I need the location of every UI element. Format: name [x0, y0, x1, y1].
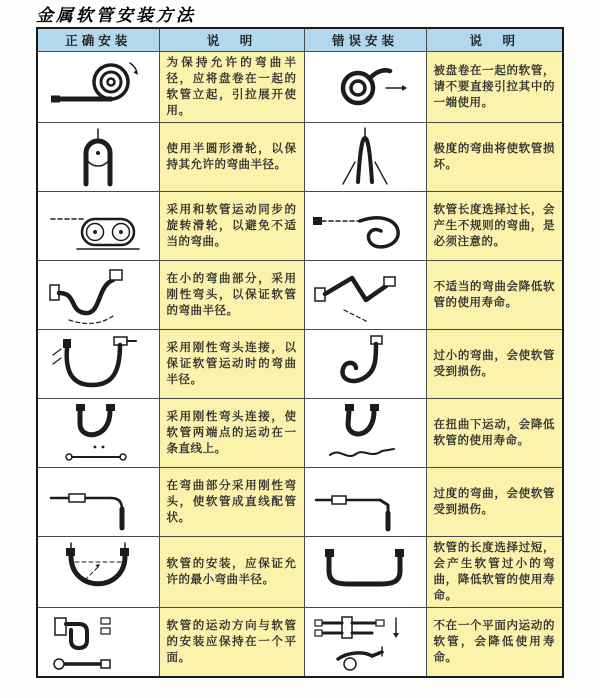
correct-image-cell — [37, 536, 159, 607]
correct-image-cell — [37, 191, 159, 260]
correct-image-cell — [37, 329, 159, 398]
header-description-2: 说 明 — [426, 28, 563, 51]
correct-description: 软管的安装，应保证允许的最小弯曲半径。 — [159, 536, 304, 607]
correct-description: 在弯曲部分采用刚性弯头，使软管成直线配管状。 — [159, 467, 304, 536]
rotating-pulleys-track-icon — [43, 195, 153, 257]
header-wrong-install: 错误安装 — [304, 28, 426, 51]
straight-run-rigid-elbow-icon — [43, 471, 153, 533]
wrong-description: 不在一个平面内运动的软管，会降低使用寿命。 — [426, 608, 563, 677]
wrong-image-cell — [304, 536, 426, 607]
wrong-description: 不适当的弯曲会降低软管的使用寿命。 — [426, 260, 563, 329]
wrong-image-cell — [304, 398, 426, 467]
correct-description: 采用刚性弯头连接，使软管两端点的运动在一条直线上。 — [159, 398, 304, 467]
table-row — [37, 398, 563, 467]
page-title: 金属软管安装方法 — [36, 6, 196, 26]
correct-image-cell — [37, 467, 159, 536]
upright-coiled-hose-icon — [43, 56, 153, 118]
flat-coiled-hose-pulled-icon — [310, 56, 420, 118]
correct-description: 采用和软管运动同步的旋转滑轮，以避免不适当的弯曲。 — [159, 191, 304, 260]
wrong-description: 过度的弯曲，会使软管受到损伤。 — [426, 467, 563, 536]
correct-image-cell — [37, 51, 159, 122]
correct-description: 软管的运动方向与软管的安装应保持在一个平面。 — [159, 608, 304, 677]
correct-description: 在小的弯曲部分，采用刚性弯头，以保证软管的弯曲半径。 — [159, 260, 304, 329]
wrong-description: 被盘卷在一起的软管，请不要直接引拉其中的一端使用。 — [426, 51, 563, 122]
wrong-image-cell — [304, 260, 426, 329]
correct-image-cell — [37, 260, 159, 329]
sharp-bend-hose-icon — [310, 126, 420, 188]
correct-image-cell — [37, 608, 159, 677]
hose-over-pulley-icon — [43, 126, 153, 188]
same-plane-s-trap-icon — [43, 611, 153, 673]
table-row — [37, 467, 563, 536]
wrong-image-cell — [304, 51, 426, 122]
table-row — [37, 536, 563, 607]
wrong-image-cell — [304, 191, 426, 260]
wrong-image-cell — [304, 329, 426, 398]
sharp-zigzag-hose-icon — [310, 264, 420, 326]
wrong-image-cell — [304, 467, 426, 536]
overbent-corner-icon — [310, 471, 420, 533]
wrong-description: 在扭曲下运动，会降低软管的使用寿命。 — [426, 398, 563, 467]
header-description-1: 说 明 — [159, 28, 304, 51]
correct-description: 采用刚性弯头连接，以保证软管运动时的弯曲半径。 — [159, 329, 304, 398]
correct-description: 为保持允许的弯曲半径，应将盘卷在一起的软管立起，引拉展开使用。 — [159, 51, 304, 122]
wrong-description: 软管的长度选择过短，会产生软管过小的弯曲，降低软管的使用寿命。 — [426, 536, 563, 607]
installation-methods-table — [36, 27, 564, 678]
wrong-image-cell — [304, 122, 426, 191]
wrong-description: 极度的弯曲将使软管损坏。 — [426, 122, 563, 191]
table-row — [37, 51, 563, 122]
header-correct-install: 正确安装 — [37, 28, 159, 51]
table-row — [37, 122, 563, 191]
table-row — [37, 329, 563, 398]
wrong-image-cell — [304, 608, 426, 677]
minimum-bend-radius-u-icon — [43, 541, 153, 603]
twisted-u-loop-icon — [310, 402, 420, 464]
correct-description: 使用半圆形滑轮，以保持其允许的弯曲半径。 — [159, 122, 304, 191]
out-of-plane-motion-icon — [310, 611, 420, 673]
too-short-flat-u-icon — [310, 541, 420, 603]
correct-image-cell — [37, 398, 159, 467]
wrong-description: 过小的弯曲，会使软管受到损伤。 — [426, 329, 563, 398]
header-row — [37, 28, 563, 51]
overlong-hose-loop-icon — [310, 195, 420, 257]
correct-image-cell — [37, 122, 159, 191]
wrong-description: 软管长度选择过长，会产生不规则的弯曲，是必须注意的。 — [426, 191, 563, 260]
table-row — [37, 191, 563, 260]
u-loop-straight-line-icon — [43, 402, 153, 464]
rigid-elbow-small-bend-icon — [43, 264, 153, 326]
rigid-elbow-u-loop-icon — [43, 333, 153, 395]
too-small-bend-hook-icon — [310, 333, 420, 395]
table-row — [37, 608, 563, 677]
table-row — [37, 260, 563, 329]
